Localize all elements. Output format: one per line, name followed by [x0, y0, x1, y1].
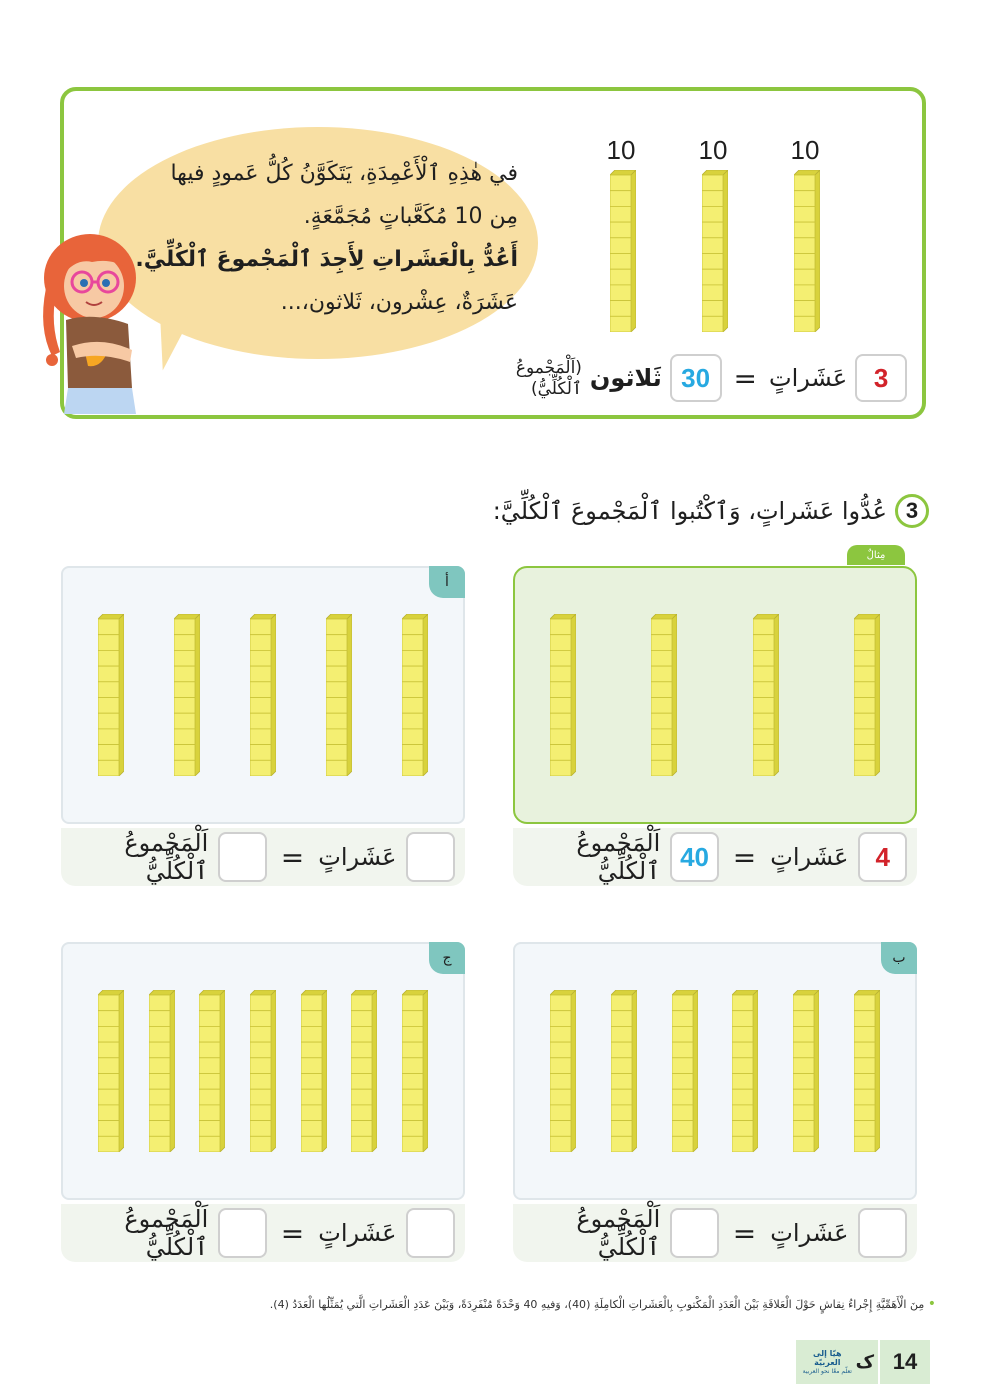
intro-total-note: (اَلْمَجْموعُ ٱلْكُلِّيُّ): [515, 357, 582, 399]
example-tag: مِثالٌ: [847, 545, 905, 565]
tens-input-a[interactable]: [406, 832, 455, 882]
rod-of-ten-icon: [702, 170, 728, 332]
equals-sign: =: [280, 1216, 305, 1250]
rod-of-ten-icon: [550, 990, 576, 1152]
tens-input-c[interactable]: [406, 1208, 455, 1258]
panel-a-rod-of-ten: [174, 614, 200, 776]
intro-rod-label: 10: [606, 135, 636, 165]
girl-illustration: [32, 228, 144, 418]
page-number: 14: [878, 1340, 930, 1384]
intro-rod-of-ten: [610, 170, 636, 332]
rod-of-ten-icon: [611, 990, 637, 1152]
speech-bubble-text: [118, 152, 518, 324]
question-text: عُدُّوا عَشَراتٍ، وَٱكْتُبوا ٱلْمَجْموعَ ٱلْكُلِّيَّ:: [492, 497, 887, 525]
panel-c-rod-of-ten: [402, 990, 428, 1152]
rod-of-ten-icon: [149, 990, 175, 1152]
bullet-dot: •: [927, 1296, 936, 1312]
footnote-text: مِنَ الْأَهَمِّيَّةِ إِجْراءُ نِقاشٍ حَوْلَ الْعَلاقَةِ بَيْنَ الْعَدَدِ الْمَكْتوبِ بِالْعَشَراتِ الْكامِلَةِ (40)، وَفيهِ 40 وَحْدَةً مُنْفَرِدَةً، وَبَيْنَ عَدَدِ الْعَشَراتِ الَّتي يُمَثِّلُها الْعَدَدُ (4).: [269, 1298, 925, 1311]
logo-text: [802, 1349, 853, 1376]
panel-b-rod-of-ten: [793, 990, 819, 1152]
answer-row-example: [513, 828, 917, 886]
panel-a-rod-of-ten: [326, 614, 352, 776]
publisher-logo: [802, 1346, 874, 1378]
answer-row-c: [61, 1204, 465, 1262]
equals-sign: =: [732, 840, 757, 874]
question-title: [329, 494, 929, 528]
tens-word: عَشَراتٍ: [318, 1219, 397, 1247]
panel-a-rod-of-ten: [250, 614, 276, 776]
total-input-c[interactable]: [218, 1208, 267, 1258]
panel-c-rod-of-ten: [250, 990, 276, 1152]
panel-b-rod-of-ten: [854, 990, 880, 1152]
panel-tag-c: ج: [429, 942, 465, 974]
panel-c-rod-of-ten: [351, 990, 377, 1152]
equals-sign: =: [280, 840, 305, 874]
rod-of-ten-icon: [402, 614, 428, 776]
intro-rod-label: 10: [698, 135, 728, 165]
total-input-a[interactable]: [218, 832, 267, 882]
panel-b-rod-of-ten: [732, 990, 758, 1152]
bubble-line-3: أَعُدُّ بِالْعَشَراتِ لِأَجِدَ ٱلْمَجْموعَ ٱلْكُلِّيَّ.: [135, 247, 518, 272]
panel-b-rod-of-ten: [672, 990, 698, 1152]
panel-example-rod-of-ten: [753, 614, 779, 776]
rod-of-ten-icon: [550, 614, 576, 776]
panel-c-rod-of-ten: [149, 990, 175, 1152]
rod-of-ten-icon: [854, 990, 880, 1152]
tens-word: عَشَراتٍ: [770, 843, 849, 871]
rod-of-ten-icon: [732, 990, 758, 1152]
example-total-box: 40: [670, 832, 719, 882]
total-word: اَلْمَجْموعُ ٱلْكُلِّيُّ: [124, 829, 209, 885]
panel-b-rod-of-ten: [550, 990, 576, 1152]
rod-of-ten-icon: [672, 990, 698, 1152]
rod-of-ten-icon: [326, 614, 352, 776]
panel-tag-a: أ: [429, 566, 465, 598]
rod-of-ten-icon: [199, 990, 225, 1152]
panel-a-rod-of-ten: [98, 614, 124, 776]
intro-rod-1: [601, 133, 641, 167]
rod-of-ten-icon: [250, 990, 276, 1152]
total-word: اَلْمَجْموعُ ٱلْكُلِّيُّ: [576, 1205, 661, 1261]
rod-of-ten-icon: [301, 990, 327, 1152]
logo-mark-icon: ک: [855, 1351, 874, 1373]
panel-b-rod-of-ten: [611, 990, 637, 1152]
rod-of-ten-icon: [98, 990, 124, 1152]
example-tens-box: 4: [858, 832, 907, 882]
logo-text-line-1: هيّا إلى العربيّة: [813, 1348, 842, 1367]
panel-tag-b: ب: [881, 942, 917, 974]
intro-rod-2: [693, 133, 733, 167]
rod-of-ten-icon: [402, 990, 428, 1152]
panel-c-rod-of-ten: [199, 990, 225, 1152]
question-number: 3: [895, 494, 929, 528]
intro-total-word: ثَلاثون: [589, 364, 662, 392]
bubble-line-4: عَشَرَةٌ، عِشْرون، ثَلاثون،...: [280, 290, 518, 315]
intro-rod-of-ten: [794, 170, 820, 332]
panel-a-rod-of-ten: [402, 614, 428, 776]
panel-c-rod-of-ten: [301, 990, 327, 1152]
tens-word: عَشَراتٍ: [770, 1219, 849, 1247]
total-input-b[interactable]: [670, 1208, 719, 1258]
rod-of-ten-icon: [753, 614, 779, 776]
rod-of-ten-icon: [794, 170, 820, 332]
intro-equation: [460, 353, 907, 403]
panel-example-rod-of-ten: [854, 614, 880, 776]
intro-rod-of-ten: [702, 170, 728, 332]
rod-of-ten-icon: [174, 614, 200, 776]
bubble-line-1: في هٰذِهِ ٱلْأَعْمِدَةِ، يَتَكَوَّنُ كُلُّ عَمودٍ فيها: [170, 161, 518, 186]
panel-example-rod-of-ten: [550, 614, 576, 776]
intro-tens-word: عَشَراتٍ: [768, 364, 848, 392]
panel-example-rod-of-ten: [651, 614, 677, 776]
rod-of-ten-icon: [651, 614, 677, 776]
panel-c-rod-of-ten: [98, 990, 124, 1152]
intro-tens-count-box: 3: [855, 354, 907, 402]
footer-bar: [796, 1340, 930, 1384]
teacher-footnote: [196, 1296, 936, 1312]
tens-input-b[interactable]: [858, 1208, 907, 1258]
intro-rod-3: [785, 133, 825, 167]
logo-text-line-2: تعلّم معًا نحو العربية: [802, 1367, 852, 1375]
tens-word: عَشَراتٍ: [318, 843, 397, 871]
rod-of-ten-icon: [793, 990, 819, 1152]
rod-of-ten-icon: [98, 614, 124, 776]
intro-rod-label: 10: [790, 135, 820, 165]
rod-of-ten-icon: [351, 990, 377, 1152]
total-word: اَلْمَجْموعُ ٱلْكُلِّيُّ: [576, 829, 661, 885]
equals-sign: =: [732, 1216, 757, 1250]
rod-of-ten-icon: [610, 170, 636, 332]
total-word: اَلْمَجْموعُ ٱلْكُلِّيُّ: [124, 1205, 209, 1261]
rod-of-ten-icon: [854, 614, 880, 776]
answer-row-b: [513, 1204, 917, 1262]
answer-row-a: [61, 828, 465, 886]
intro-total-box: 30: [670, 354, 722, 402]
intro-equals-sign: =: [733, 361, 757, 395]
bubble-line-2: مِن 10 مُكَعَّباتٍ مُجَمَّعَةٍ.: [303, 204, 518, 229]
rod-of-ten-icon: [250, 614, 276, 776]
